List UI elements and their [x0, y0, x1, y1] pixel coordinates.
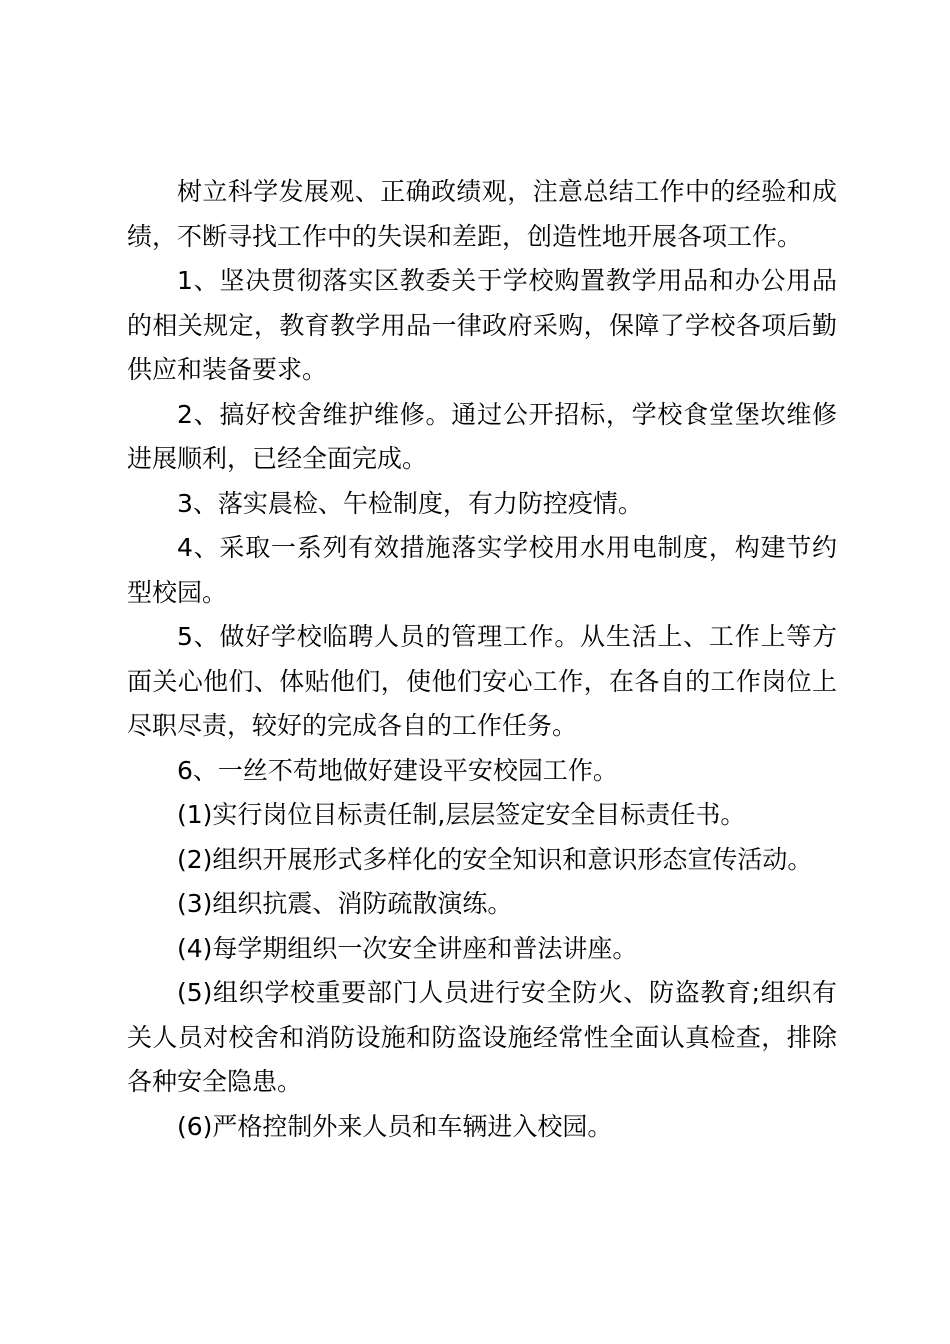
document-body	[127, 170, 837, 1149]
paragraph-item-6: 6、一丝不苟地做好建设平安校园工作。	[177, 755, 618, 785]
paragraph-subitem-2: (2)组织开展形式多样化的安全知识和意识形态宣传活动。	[177, 844, 813, 874]
paragraph-subitem-4: (4)每学期组织一次安全讲座和普法讲座。	[177, 933, 638, 963]
paragraph-subitem-3: (3)组织抗震、消防疏散演练。	[177, 889, 513, 918]
paragraph-subitem-5: (5)组织学校重要部门人员进行安全防火、防盗教育;组织有关人员对校舍和消防设施和防盗设施经常性全面认真检查，排除各种安全隐患。	[127, 978, 837, 1096]
paragraph-subitem-1: (1)实行岗位目标责任制,层层签定安全目标责任书。	[177, 800, 746, 829]
paragraph-item-4: 4、采取一系列有效措施落实学校用水用电制度，构建节约型校园。	[127, 533, 837, 607]
paragraph-item-1: 1、坚决贯彻落实区教委关于学校购置教学用品和办公用品的相关规定，教育教学用品一律政府采购，保障了学校各项后勤供应和装备要求。	[127, 266, 837, 384]
paragraph-subitem-6: (6)严格控制外来人员和车辆进入校园。	[177, 1111, 613, 1141]
paragraph-intro: 树立科学发展观、正确政绩观，注意总结工作中的经验和成绩，不断寻找工作中的失误和差距，创造性地开展各项工作。	[127, 177, 837, 251]
paragraph-item-2: 2、搞好校舍维护维修。通过公开招标，学校食堂堡坎维修进展顺利，已经全面完成。	[127, 399, 837, 473]
paragraph-item-3: 3、落实晨检、午检制度，有力防控疫情。	[177, 488, 643, 518]
paragraph-item-5: 5、做好学校临聘人员的管理工作。从生活上、工作上等方面关心他们、体贴他们，使他们安心工作，在各自的工作岗位上尽职尽责，较好的完成各自的工作任务。	[127, 622, 837, 740]
